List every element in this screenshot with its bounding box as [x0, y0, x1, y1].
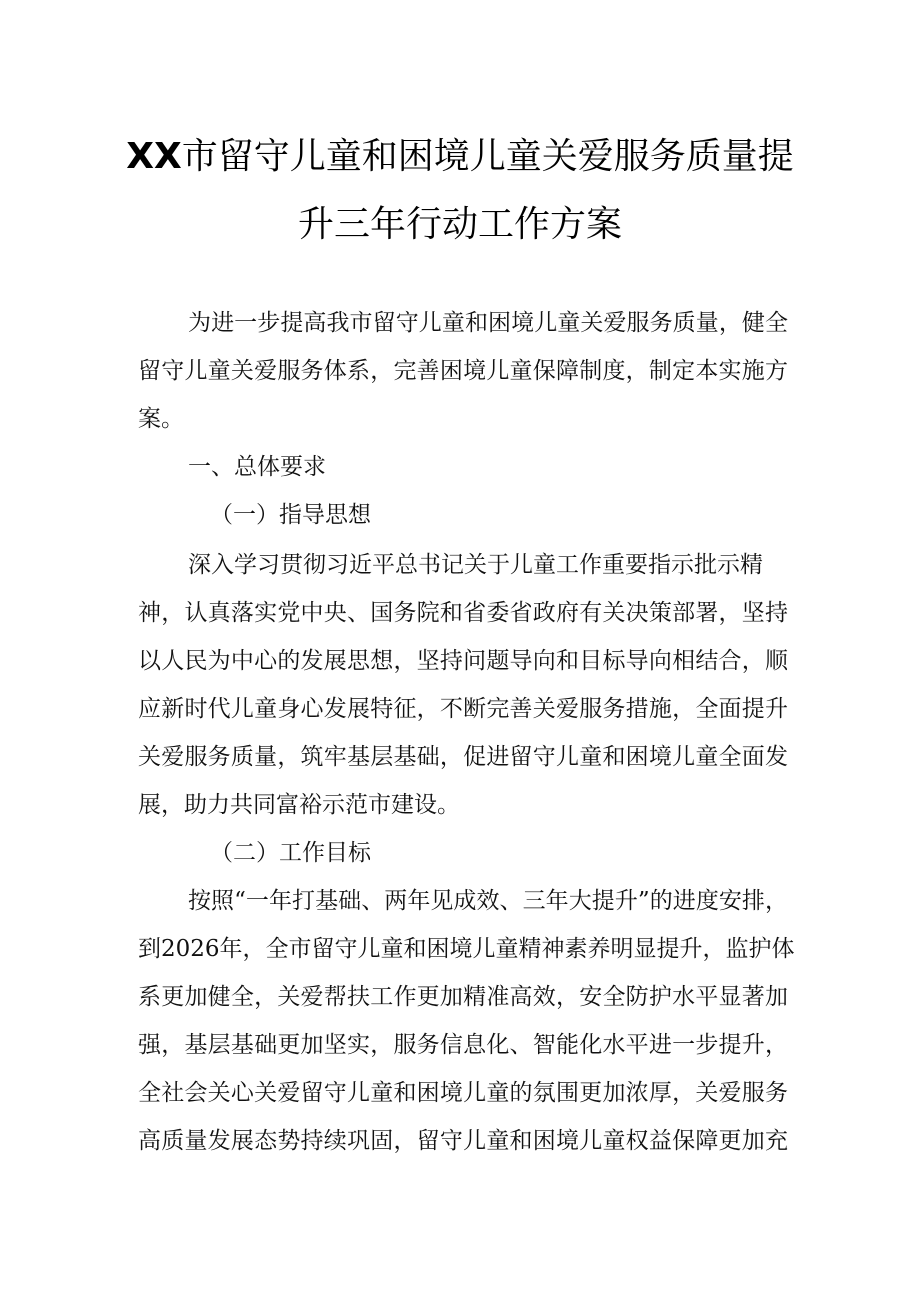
section-1-heading: 一、总体要求 — [188, 454, 326, 480]
sub2-line-5: 全社会关心关爱留守儿童和困境儿童的氛围更加浓厚，关爱服务 — [138, 1080, 788, 1106]
title-prefix: XX — [126, 136, 182, 177]
sub1-line-3: 以人民为中心的发展思想，坚持问题导向和目标导向相结合，顺 — [138, 648, 788, 674]
sub1-line-4: 应新时代儿童身心发展特征，不断完善关爱服务措施，全面提升 — [138, 696, 788, 722]
title-line-1-text: 市留守儿童和困境儿童关爱服务质量提 — [181, 136, 794, 177]
sub1-line-5: 关爱服务质量，筑牢基层基础，促进留守儿童和困境儿童全面发 — [138, 744, 788, 770]
document-title-line-1 — [120, 128, 800, 179]
sub2-line-6: 高质量发展态势持续巩固，留守儿童和困境儿童权益保障更加充 — [138, 1128, 788, 1154]
intro-line-2: 留守儿童关爱服务体系，完善困境儿童保障制度，制定本实施方 — [138, 358, 788, 384]
sub2-line-3: 系更加健全，关爱帮扶工作更加精准高效，安全防护水平显著加 — [138, 984, 788, 1010]
sub1-line-6: 展，助力共同富裕示范市建设。 — [138, 792, 460, 818]
sub1-line-1: 深入学习贯彻习近平总书记关于儿童工作重要指示批示精 — [188, 552, 763, 578]
subsection-2-heading: （二）工作目标 — [210, 840, 371, 866]
sub2-line-2: 到2026年，全市留守儿童和困境儿童精神素养明显提升，监护体 — [138, 936, 795, 962]
subsection-1-heading: （一）指导思想 — [210, 502, 371, 528]
intro-line-1: 为进一步提高我市留守儿童和困境儿童关爱服务质量，健全 — [188, 310, 788, 336]
document-title-line-2: 升三年行动工作方案 — [297, 204, 622, 245]
sub2-line-4: 强，基层基础更加坚实，服务信息化、智能化水平进一步提升， — [138, 1032, 788, 1058]
sub1-line-2: 神，认真落实党中央、国务院和省委省政府有关决策部署，坚持 — [138, 600, 788, 626]
sub2-line-1: 按照“一年打基础、两年见成效、三年大提升”的进度安排， — [188, 888, 788, 914]
intro-line-3: 案。 — [138, 406, 184, 432]
